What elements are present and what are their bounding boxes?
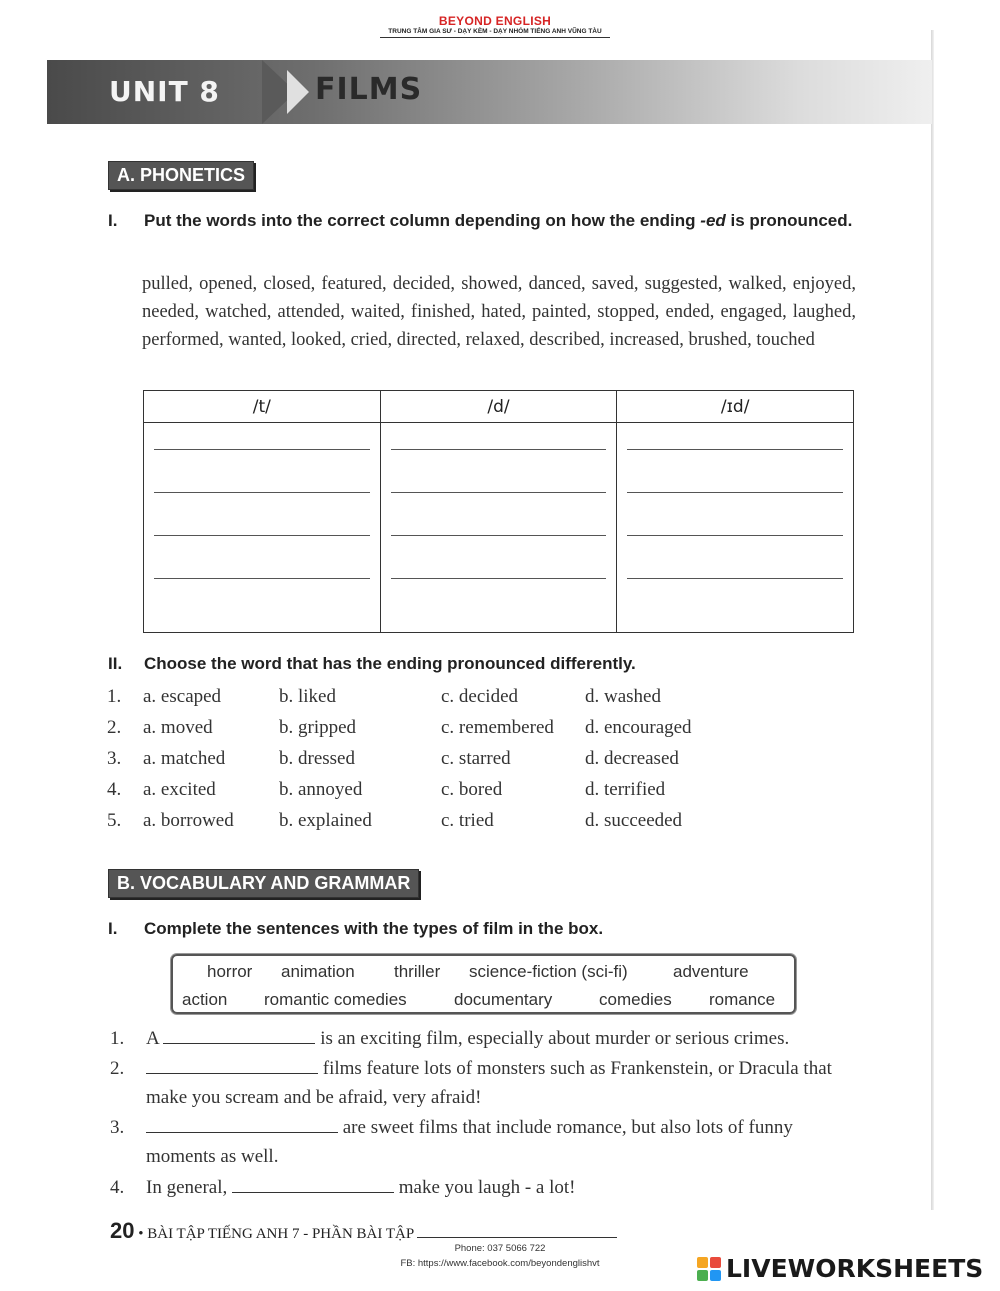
sentence-number: 4. — [110, 1177, 125, 1198]
sentence-text: In general, — [146, 1177, 232, 1198]
answer-blank[interactable] — [232, 1175, 394, 1193]
sentence-text: is an exciting film, especially about murder or serious crimes. — [315, 1028, 790, 1049]
option-a[interactable]: a. excited — [143, 779, 216, 800]
exercise-b1-instruction — [108, 915, 860, 943]
footer-rule — [417, 1230, 617, 1238]
sentence-text: make you laugh - a lot! — [393, 1177, 576, 1198]
answer-blank[interactable] — [163, 1026, 315, 1044]
option-a[interactable]: a. escaped — [143, 686, 222, 707]
film-type-chip: animation — [281, 962, 355, 981]
ending-highlight: -ed — [700, 211, 726, 230]
sentence-number: 1. — [110, 1028, 125, 1049]
answer-blank[interactable] — [146, 1115, 338, 1133]
logo-square — [710, 1270, 721, 1281]
film-type-chip: adventure — [673, 962, 749, 981]
answer-column-t[interactable] — [144, 423, 381, 633]
page-number: 20 — [110, 1218, 135, 1243]
word-list: pulled, opened, closed, featured, decided, showed, danced, saved, suggested, walked, enjoyed, needed, watched, attended, waited, finished, hated, painted, stopped, ended, engaged, laughed, performed, wanted, looked, cried, directed, relaxed, described, increased, brushed, touched — [142, 274, 856, 350]
sentence-number: 3. — [110, 1117, 125, 1138]
answer-blank[interactable] — [627, 449, 843, 450]
contact-facebook: FB: https://www.facebook.com/beyondenglishvt — [400, 1258, 600, 1269]
exercise-a2-instruction — [108, 650, 860, 678]
question-number: 2. — [107, 717, 122, 738]
option-b[interactable]: b. dressed — [279, 748, 355, 769]
sentence-number: 2. — [110, 1058, 125, 1079]
option-d[interactable]: d. decreased — [585, 748, 679, 769]
answer-blank[interactable] — [154, 578, 370, 579]
answer-blank[interactable] — [146, 1056, 318, 1074]
option-d[interactable]: d. terrified — [585, 779, 666, 800]
page-footer — [110, 1218, 617, 1244]
film-type-chip: horror — [207, 962, 253, 981]
option-b[interactable]: b. liked — [279, 686, 336, 707]
option-d[interactable]: d. succeeded — [585, 810, 683, 831]
brand-name: BEYOND ENGLISH — [438, 14, 552, 28]
unit-banner — [47, 60, 932, 124]
option-c[interactable]: c. bored — [441, 779, 503, 800]
logo-square — [697, 1257, 708, 1268]
brand-header — [380, 14, 610, 38]
sentence-item — [110, 1173, 858, 1202]
instruction-text: Choose the word that has the ending pronounced differently. — [144, 654, 636, 673]
sentence-text: A — [146, 1028, 164, 1049]
logo-square — [697, 1270, 708, 1281]
answer-blank[interactable] — [627, 535, 843, 536]
section-a-heading: A. PHONETICS — [108, 161, 254, 190]
exercise-a1-instruction — [108, 207, 860, 235]
option-c[interactable]: c. tried — [441, 810, 494, 831]
exercise-number: I. — [108, 919, 118, 938]
option-d[interactable]: d. washed — [585, 686, 661, 707]
column-header-t: /t/ — [144, 391, 381, 423]
option-c[interactable]: c. starred — [441, 748, 511, 769]
option-b[interactable]: b. gripped — [279, 717, 357, 738]
liveworksheets-logo-icon — [697, 1257, 721, 1281]
chevron-inner-icon — [287, 70, 309, 114]
question-number: 4. — [107, 779, 122, 800]
film-type-chip: romantic comedies — [264, 990, 407, 1009]
answer-blank[interactable] — [391, 535, 607, 536]
answer-blank[interactable] — [154, 535, 370, 536]
answer-column-d[interactable] — [380, 423, 617, 633]
option-a[interactable]: a. moved — [143, 717, 213, 738]
sentence-text: are sweet films that include romance, but also lots of funny moments as well. — [146, 1117, 793, 1167]
film-type-chip: comedies — [599, 990, 672, 1009]
instruction-text-end: is pronounced. — [725, 211, 853, 230]
liveworksheets-text: LIVEWORKSHEETS — [726, 1254, 984, 1283]
answer-blank[interactable] — [391, 449, 607, 450]
sentence-item — [110, 1024, 858, 1053]
option-a[interactable]: a. matched — [143, 748, 226, 769]
answer-blank[interactable] — [391, 492, 607, 493]
scan-edge — [931, 30, 934, 1210]
film-type-chip: romance — [709, 990, 776, 1009]
unit-title: FILMS — [315, 72, 423, 107]
film-types-box — [171, 954, 796, 1014]
sorting-table — [143, 390, 854, 633]
question-number: 5. — [107, 810, 122, 831]
film-type-chip: thriller — [394, 962, 441, 981]
film-type-chip: documentary — [454, 990, 553, 1009]
film-type-chip: science-fiction (sci-fi) — [469, 962, 628, 981]
instruction-text: Complete the sentences with the types of film in the box. — [144, 919, 604, 938]
film-type-chip: action — [182, 990, 228, 1009]
contact-phone: Phone: 037 5066 722 — [454, 1243, 546, 1254]
option-b[interactable]: b. explained — [279, 810, 372, 831]
column-header-d: /d/ — [380, 391, 617, 423]
answer-column-id[interactable] — [617, 423, 854, 633]
option-c[interactable]: c. remembered — [441, 717, 554, 738]
exercise-number: II. — [108, 654, 123, 673]
answer-blank[interactable] — [627, 578, 843, 579]
book-title: • BÀI TẬP TIẾNG ANH 7 - PHẦN BÀI TẬP — [138, 1226, 414, 1242]
logo-square — [710, 1257, 721, 1268]
liveworksheets-watermark — [697, 1254, 983, 1283]
option-b[interactable]: b. annoyed — [279, 779, 363, 800]
exercise-number: I. — [108, 211, 118, 230]
unit-label: UNIT 8 — [109, 75, 220, 108]
question-number: 1. — [107, 686, 122, 707]
section-b-heading: B. VOCABULARY AND GRAMMAR — [108, 869, 419, 898]
brand-tagline: TRUNG TÂM GIA SƯ - DẠY KÈM - DẠY NHÓM TIẾNG ANH VŨNG TÀU — [380, 28, 610, 38]
instruction-text: Put the words into the correct column depending on how the ending — [144, 211, 701, 230]
option-c[interactable]: c. decided — [441, 686, 519, 707]
sentence-item — [110, 1113, 858, 1171]
answer-blank[interactable] — [391, 578, 607, 579]
option-d[interactable]: d. encouraged — [585, 717, 692, 738]
option-a[interactable]: a. borrowed — [143, 810, 234, 831]
answer-blank[interactable] — [627, 492, 843, 493]
answer-blank[interactable] — [154, 449, 370, 450]
sentence-item — [110, 1054, 858, 1112]
sentence-text: films feature lots of monsters such as Frankenstein, or Dracula that make you scream and be afraid, very afraid! — [146, 1058, 832, 1108]
column-header-id: /ɪd/ — [617, 391, 854, 423]
answer-blank[interactable] — [154, 492, 370, 493]
question-number: 3. — [107, 748, 122, 769]
